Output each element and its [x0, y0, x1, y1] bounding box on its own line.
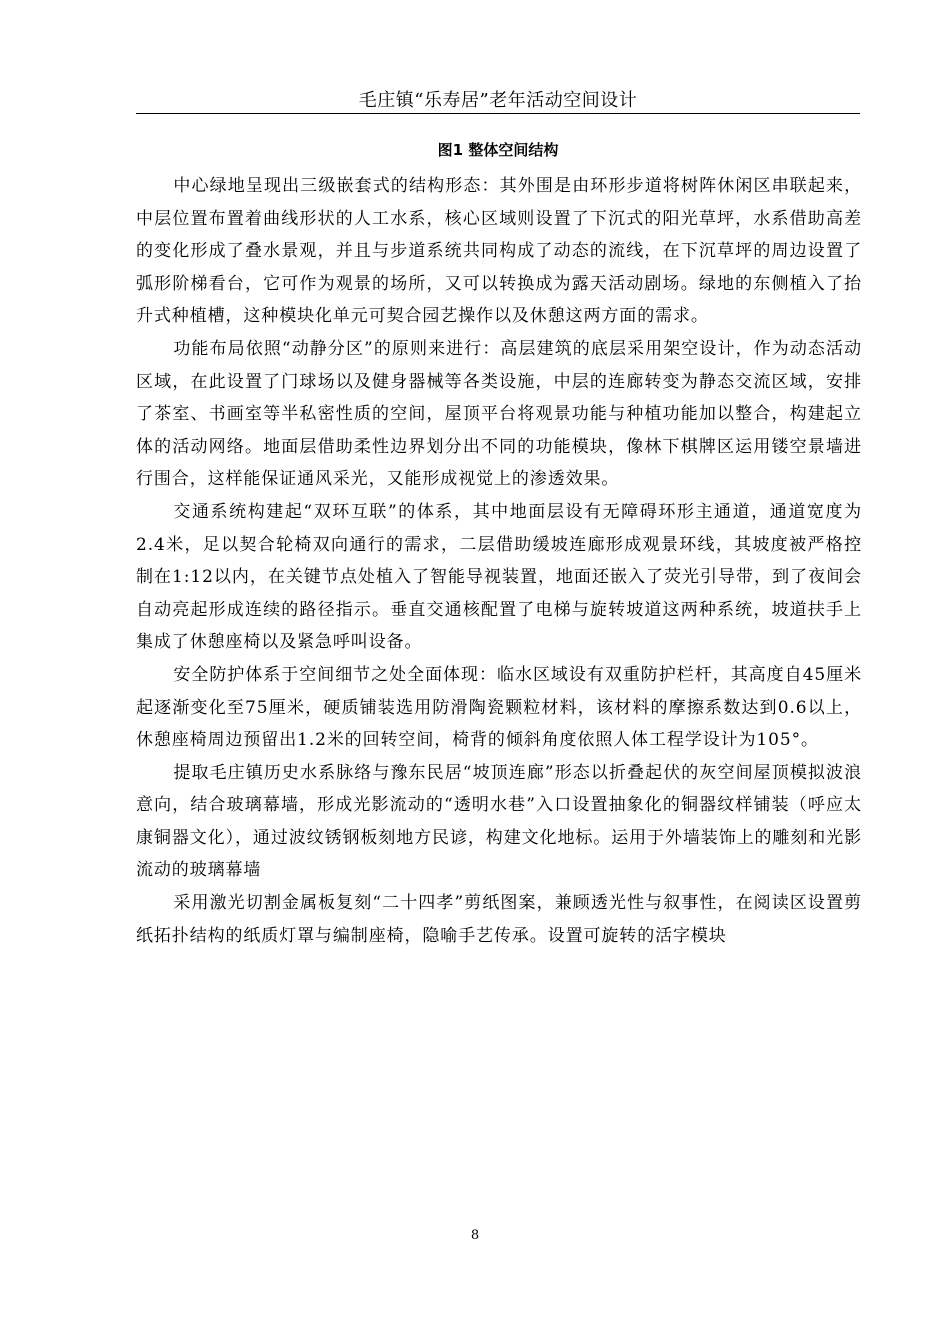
- paragraph-water-culture: 提取毛庄镇历史水系脉络与豫东民居“坡顶连廊”形态以折叠起伏的灰空间屋顶模拟波浪意向，结合玻璃幕墙，形成光影流动的“透明水巷”入口设置抽象化的铜器纹样铺装（呼应太康铜器文化），通过波纹锈钢板刻地方民谚，构建文化地标。运用于外墙装饰上的雕刻和光影流动的玻璃幕墙: [136, 762, 862, 881]
- paragraph-traffic-system: 交通系统构建起“双环互联”的体系，其中地面层设有无障碍环形主通道，通道宽度为2.4米，足以契合轮椅双向通行的需求，二层借助缓坡连廊形成观景环线，其坡度被严格控制在1:12以内，在关键节点处植入了智能导视装置，地面还嵌入了荧光引导带，到了夜间会自动亮起形成连续的路径指示。垂直交通核配置了电梯与旋转坡道这两种系统，坡道扶手上集成了休憩座椅以及紧急呼叫设备。: [136, 501, 862, 653]
- page-header-title: 毛庄镇“乐寿居”老年活动空间设计: [358, 90, 638, 111]
- figure-caption: 图1 整体空间结构: [437, 141, 559, 159]
- paragraph-safety-system: 安全防护体系于空间细节之处全面体现：临水区域设有双重防护栏杆，其高度自45厘米起逐渐变化至75厘米，硬质铺装选用防滑陶瓷颗粒材料，该材料的摩擦系数达到0.6以上，休憩座椅周边预留出1.2米的回转空间，椅背的倾斜角度依照人体工程学设计为105°。: [136, 664, 862, 751]
- paragraph-paper-cut: 采用激光切割金属板复刻“二十四孝”剪纸图案，兼顾透光性与叙事性，在阅读区设置剪纸拓扑结构的纸质灯罩与编制座椅，隐喻手艺传承。设置可旋转的活字模块: [136, 893, 862, 946]
- body-text: [136, 170, 862, 952]
- paragraph-functional-layout: 功能布局依照“动静分区”的原则来进行：高层建筑的底层采用架空设计，作为动态活动区域，在此设置了门球场以及健身器械等各类设施，中层的连廊转变为静态交流区域，安排了茶室、书画室等半私密性质的空间，屋顶平台将观景功能与种植功能加以整合，构建起立体的活动网络。地面层借助柔性边界划分出不同的功能模块，像林下棋牌区运用镂空景墙进行围合，这样能保证通风采光，又能形成视觉上的渗透效果。: [136, 338, 862, 490]
- page-number: 8: [470, 1228, 480, 1243]
- header-divider: [136, 113, 860, 114]
- paragraph-central-green: 中心绿地呈现出三级嵌套式的结构形态：其外围是由环形步道将树阵休闲区串联起来，中层位置布置着曲线形状的人工水系，核心区域则设置了下沉式的阳光草坪，水系借助高差的变化形成了叠水景观，并且与步道系统共同构成了动态的流线，在下沉草坪的周边设置了弧形阶梯看台，它可作为观景的场所，又可以转换成为露天活动剧场。绿地的东侧植入了抬升式种植槽，这种模块化单元可契合园艺操作以及休憩这两方面的需求。: [136, 176, 862, 327]
